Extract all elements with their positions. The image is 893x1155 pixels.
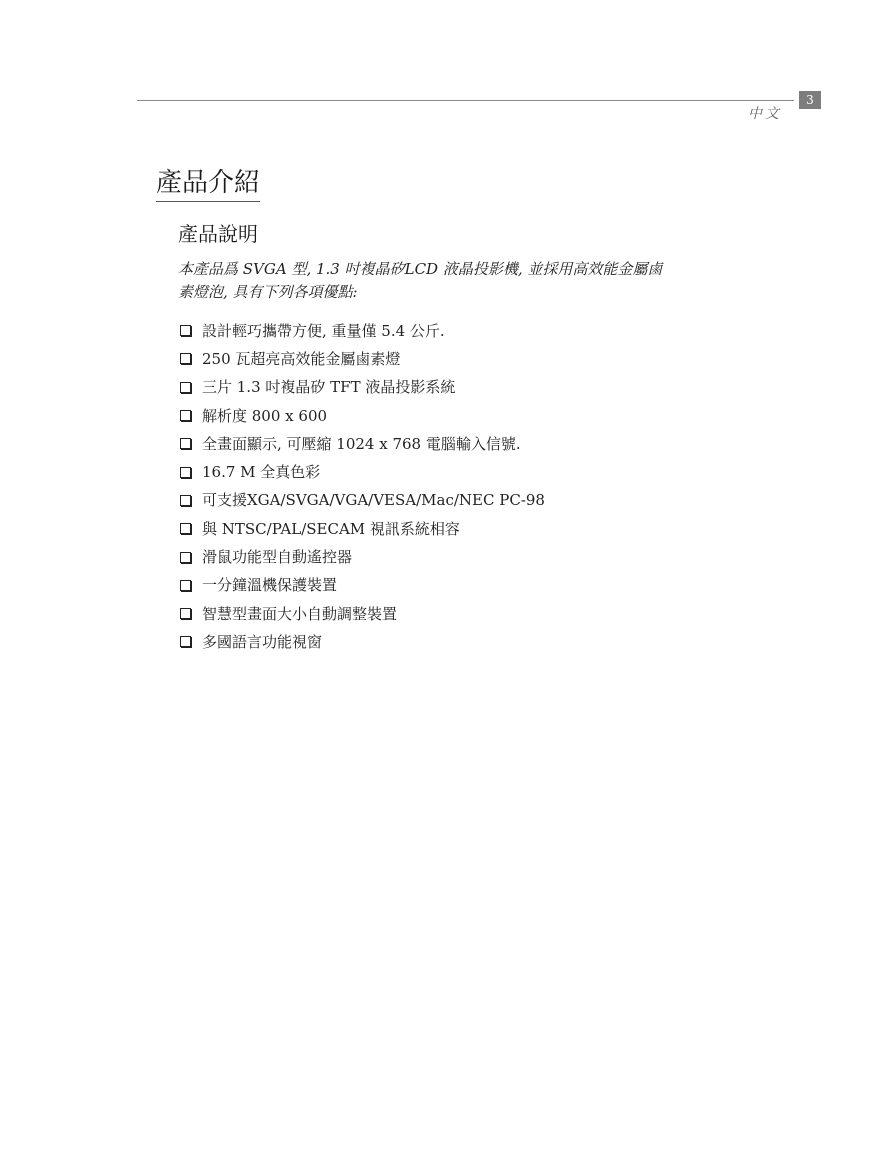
list-item [180,401,545,429]
checkbox-icon [180,467,191,478]
checkbox-icon [180,636,191,647]
list-item [180,344,545,372]
feature-text: 三片 1.3 吋複晶矽 TFT 液晶投影系統 [202,378,456,397]
list-item [180,514,545,542]
feature-text: 設計輕巧攜帶方便, 重量僅 5.4 公斤. [202,321,445,340]
list-item [180,571,545,599]
list-item [180,429,545,457]
section-title: 產品介紹 [156,166,260,202]
list-item [180,627,545,655]
list-item [180,316,545,344]
feature-text: 16.7 M 全真色彩 [202,463,321,482]
feature-text: 滑鼠功能型自動遙控器 [202,548,353,567]
feature-list [180,316,545,656]
checkbox-icon [180,410,191,421]
list-item [180,373,545,401]
feature-text: 可支援XGA/SVGA/VGA/VESA/Mac/NEC PC-98 [202,491,545,510]
checkbox-icon [180,438,191,449]
list-item [180,542,545,570]
list-item [180,486,545,514]
feature-text: 一分鐘溫機保護裝置 [202,576,338,595]
list-item [180,599,545,627]
checkbox-icon [180,382,191,393]
subsection-title: 產品說明 [178,222,258,246]
page-number: 3 [799,91,821,109]
checkbox-icon [180,353,191,364]
list-item [180,457,545,485]
intro-line: 素燈泡, 具有下列各項優點: [178,283,358,301]
intro-paragraph [178,258,708,304]
feature-text: 與 NTSC/PAL/SECAM 視訊系統相容 [202,519,460,538]
checkbox-icon [180,552,191,563]
feature-text: 智慧型畫面大小自動調整裝置 [202,604,398,623]
feature-text: 250 瓦超亮高效能金屬鹵素燈 [202,349,401,368]
checkbox-icon [180,580,191,591]
checkbox-icon [180,523,191,534]
feature-text: 多國語言功能視窗 [202,632,323,651]
header-rule [137,100,794,101]
checkbox-icon [180,495,191,506]
checkbox-icon [180,325,191,336]
intro-line: 本產品爲 SVGA 型, 1.3 吋複晶矽LCD 液晶投影機, 並採用高效能金屬鹵 [178,260,663,278]
checkbox-icon [180,608,191,619]
feature-text: 全畫面顯示, 可壓縮 1024 x 768 電腦輸入信號. [202,434,521,453]
language-label: 中文 [748,106,782,122]
feature-text: 解析度 800 x 600 [202,406,328,425]
